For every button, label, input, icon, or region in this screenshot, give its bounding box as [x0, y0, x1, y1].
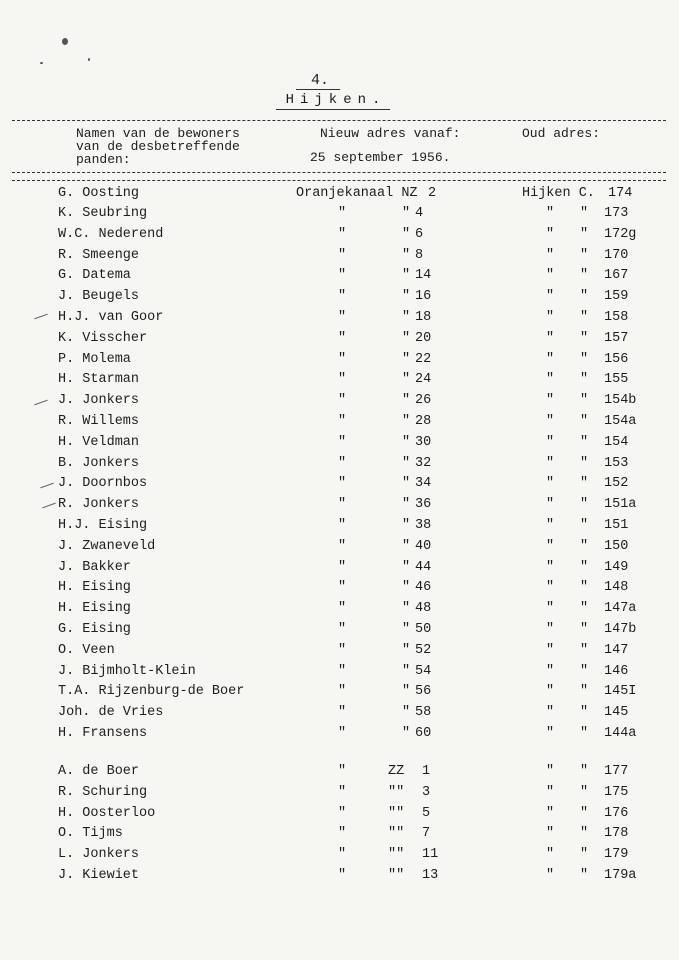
ditto-mark: "	[546, 289, 555, 305]
ditto-mark: "	[338, 826, 347, 842]
ditto-mark: "	[580, 538, 589, 554]
old-number: 145I	[604, 684, 637, 700]
ditto-mark: "	[546, 642, 555, 658]
new-number: 32	[415, 455, 432, 471]
old-number: 177	[604, 764, 629, 779]
new-number: 54	[415, 663, 432, 679]
ditto-mark: "	[402, 559, 411, 575]
ditto-mark: "	[580, 868, 589, 883]
new-number: 4	[415, 206, 424, 221]
resident-name: J. Doornbos	[58, 476, 148, 492]
old-number: 170	[604, 247, 629, 263]
ditto-mark: "	[402, 226, 411, 242]
new-number: 30	[415, 434, 432, 450]
header-divider	[12, 172, 666, 173]
page-title: Hijken.	[285, 92, 387, 108]
table-row	[0, 476, 679, 496]
ditto-mark: "	[338, 805, 347, 821]
table-row	[0, 518, 679, 538]
table-row	[0, 310, 679, 330]
ditto-mark: "	[338, 538, 347, 554]
ditto-mark: "	[338, 642, 347, 658]
old-number: 153	[604, 455, 629, 471]
table-row	[0, 186, 679, 206]
ditto-mark: "	[546, 310, 555, 325]
ditto-mark: "	[546, 247, 555, 263]
header-residents-line2: van de desbetreffende	[76, 139, 240, 154]
old-number: 150	[604, 538, 629, 554]
ditto-mark: "	[402, 538, 411, 554]
table-row	[0, 643, 679, 663]
ditto-mark: "	[402, 434, 411, 450]
ditto-mark: "	[546, 601, 555, 617]
ditto-mark: "	[546, 764, 555, 779]
new-number: 52	[415, 642, 432, 658]
resident-name: K. Visscher	[58, 330, 148, 346]
ditto-mark: "	[338, 455, 347, 471]
old-number: 154	[604, 434, 629, 450]
ink-speck	[62, 38, 68, 45]
table-row	[0, 785, 679, 805]
old-number: 179	[604, 847, 629, 863]
resident-name: J. Beugels	[58, 289, 140, 305]
ditto-mark: "	[338, 663, 347, 679]
ditto-mark: ""	[388, 847, 405, 863]
resident-name: H. Oosterloo	[58, 805, 156, 821]
resident-name: J. Bakker	[58, 559, 131, 575]
ditto-mark: "	[402, 601, 411, 617]
ditto-mark: "	[338, 289, 347, 305]
table-row	[0, 414, 679, 434]
ditto-mark: "	[338, 764, 347, 779]
ditto-mark: "	[546, 518, 555, 533]
ditto-mark: "	[338, 414, 347, 429]
ditto-mark: "	[402, 476, 411, 492]
old-number: 179a	[604, 868, 637, 883]
header-old-address: Oud adres:	[522, 126, 601, 141]
ditto-mark: "	[402, 372, 411, 388]
old-number: 157	[604, 330, 629, 346]
old-number: 155	[604, 372, 629, 388]
ditto-mark: "	[580, 476, 589, 492]
ditto-mark: "	[338, 622, 347, 637]
ditto-mark: "	[546, 434, 555, 450]
resident-name: G. Eising	[58, 622, 131, 637]
resident-name: P. Molema	[58, 351, 131, 367]
ditto-mark: "	[338, 372, 347, 388]
old-number: 149	[604, 559, 629, 575]
new-number: 18	[415, 310, 432, 325]
table-row	[0, 560, 679, 580]
old-number: 144a	[604, 726, 637, 741]
ditto-mark: "	[402, 206, 411, 221]
table-row	[0, 435, 679, 455]
ditto-mark: "	[580, 559, 589, 575]
new-number: 48	[415, 601, 432, 617]
ditto-mark: "	[546, 805, 555, 821]
new-number: 16	[415, 289, 432, 305]
old-number: 175	[604, 784, 629, 800]
new-number: 13	[422, 868, 439, 883]
old-number: 159	[604, 289, 629, 305]
side-label: ZZ	[388, 764, 405, 779]
old-number: 154a	[604, 414, 637, 429]
new-number: 26	[415, 393, 432, 409]
new-number: 56	[415, 684, 432, 700]
old-number: 151	[604, 518, 629, 533]
resident-name: R. Willems	[58, 414, 140, 429]
new-number: 14	[415, 268, 432, 284]
table-row	[0, 352, 679, 372]
old-number: 152	[604, 476, 629, 492]
old-number: 158	[604, 310, 629, 325]
old-number: 145	[604, 705, 629, 721]
ditto-mark: "	[546, 538, 555, 554]
old-number: 146	[604, 663, 629, 679]
ditto-mark: "	[546, 684, 555, 700]
ditto-mark: "	[580, 705, 589, 721]
ditto-mark: "	[546, 393, 555, 409]
top-divider	[12, 120, 666, 121]
ditto-mark: "	[402, 351, 411, 367]
new-number: 50	[415, 622, 432, 637]
ditto-mark: "	[338, 726, 347, 741]
new-number: 6	[415, 226, 424, 242]
table-row	[0, 268, 679, 288]
old-number: 148	[604, 580, 629, 596]
table-row	[0, 847, 679, 867]
old-number: 154b	[604, 393, 637, 409]
resident-name: T.A. Rijzenburg-de Boer	[58, 684, 245, 700]
ditto-mark: "	[546, 784, 555, 800]
resident-name: H. Veldman	[58, 434, 140, 450]
old-number: 172g	[604, 226, 637, 242]
ditto-mark: "	[546, 622, 555, 637]
ditto-mark: "	[402, 518, 411, 533]
new-number: 22	[415, 351, 432, 367]
table-row	[0, 456, 679, 476]
ditto-mark: "	[338, 868, 347, 883]
ditto-mark: "	[580, 434, 589, 450]
ditto-mark: "	[338, 559, 347, 575]
resident-name: G. Datema	[58, 268, 131, 284]
ditto-mark: "	[580, 826, 589, 842]
ditto-mark: "	[338, 226, 347, 242]
ditto-mark: "	[580, 805, 589, 821]
resident-name: H. Starman	[58, 372, 140, 388]
header-residents-line3: panden:	[76, 152, 131, 167]
new-number: 60	[415, 726, 432, 741]
table-row	[0, 289, 679, 309]
resident-name: R. Jonkers	[58, 497, 140, 513]
new-number: 7	[422, 826, 431, 842]
ditto-mark: "	[580, 764, 589, 779]
ditto-mark: "	[546, 226, 555, 242]
table-row	[0, 868, 679, 888]
ditto-mark: "	[402, 268, 411, 284]
table-row	[0, 684, 679, 704]
ditto-mark: "	[580, 372, 589, 388]
ditto-mark: "	[338, 351, 347, 367]
ditto-mark: "	[402, 622, 411, 637]
ditto-mark: "	[580, 684, 589, 700]
header-new-address-line1: Nieuw adres vanaf:	[320, 126, 461, 141]
header-new-address-line2: 25 september 1956.	[310, 150, 451, 165]
ditto-mark: ""	[388, 868, 405, 883]
ditto-mark: "	[546, 497, 555, 513]
old-number: 174	[608, 186, 633, 201]
new-number: 24	[415, 372, 432, 388]
ditto-mark: "	[580, 642, 589, 658]
table-row	[0, 764, 679, 784]
ditto-mark: "	[402, 642, 411, 658]
new-number: 2	[428, 186, 437, 201]
ditto-mark: "	[402, 247, 411, 263]
ditto-mark: "	[338, 580, 347, 596]
table-row	[0, 726, 679, 746]
ditto-mark: "	[338, 684, 347, 700]
page-number: 4.	[310, 72, 329, 89]
ditto-mark: "	[546, 580, 555, 596]
old-number: 151a	[604, 497, 637, 513]
ditto-mark: "	[546, 268, 555, 284]
header-residents-line1: Namen van de bewoners	[76, 126, 240, 141]
ditto-mark: ""	[388, 784, 405, 800]
new-number: 3	[422, 784, 431, 800]
ditto-mark: "	[580, 206, 589, 221]
resident-name: H. Eising	[58, 601, 131, 617]
ditto-mark: "	[580, 622, 589, 637]
resident-name: O. Veen	[58, 642, 115, 658]
ditto-mark: "	[546, 351, 555, 367]
ditto-mark: "	[402, 726, 411, 741]
ditto-mark: "	[402, 455, 411, 471]
ditto-mark: "	[580, 330, 589, 346]
table-row	[0, 372, 679, 392]
ditto-mark: "	[338, 393, 347, 409]
ditto-mark: "	[546, 847, 555, 863]
new-number: 36	[415, 497, 432, 513]
ditto-mark: "	[338, 247, 347, 263]
ditto-mark: "	[338, 847, 347, 863]
table-row	[0, 331, 679, 351]
table-row	[0, 497, 679, 517]
old-number: 173	[604, 206, 629, 221]
new-number: 58	[415, 705, 432, 721]
resident-name: H.J. van Goor	[58, 310, 164, 325]
title-underline	[276, 109, 390, 110]
ditto-mark: "	[546, 455, 555, 471]
ditto-mark: "	[338, 518, 347, 533]
ditto-mark: "	[338, 434, 347, 450]
ditto-mark: "	[402, 289, 411, 305]
ditto-mark: "	[402, 393, 411, 409]
ditto-mark: "	[402, 705, 411, 721]
table-row	[0, 826, 679, 846]
table-row	[0, 601, 679, 621]
ditto-mark: "	[546, 206, 555, 221]
ditto-mark: "	[338, 268, 347, 284]
new-number: 28	[415, 414, 432, 429]
resident-name: R. Schuring	[58, 784, 148, 800]
ditto-mark: "	[546, 476, 555, 492]
ditto-mark: "	[580, 663, 589, 679]
ditto-mark: "	[546, 414, 555, 429]
ditto-mark: "	[580, 226, 589, 242]
resident-name: L. Jonkers	[58, 847, 140, 863]
ditto-mark: "	[402, 330, 411, 346]
resident-name: J. Jonkers	[58, 393, 140, 409]
ditto-mark: "	[546, 868, 555, 883]
resident-name: W.C. Nederend	[58, 226, 164, 242]
resident-name: B. Jonkers	[58, 455, 140, 471]
ditto-mark: "	[580, 518, 589, 533]
ditto-mark: "	[338, 601, 347, 617]
ditto-mark: "	[402, 684, 411, 700]
resident-name: K. Seubring	[58, 206, 148, 221]
new-number: 8	[415, 247, 424, 263]
new-number: 44	[415, 559, 432, 575]
old-number: 178	[604, 826, 629, 842]
ditto-mark: "	[546, 330, 555, 346]
ditto-mark: "	[546, 663, 555, 679]
ditto-mark: "	[580, 580, 589, 596]
ditto-mark: "	[338, 310, 347, 325]
new-street: Oranjekanaal NZ	[296, 186, 418, 201]
ditto-mark: "	[546, 705, 555, 721]
resident-name: J. Zwaneveld	[58, 538, 156, 554]
header-divider-2	[12, 180, 666, 181]
new-number: 1	[422, 764, 431, 779]
old-number: 156	[604, 351, 629, 367]
ditto-mark: "	[546, 726, 555, 741]
new-number: 46	[415, 580, 432, 596]
ink-speck	[88, 58, 90, 61]
ditto-mark: "	[402, 497, 411, 513]
ditto-mark: "	[580, 289, 589, 305]
resident-name: H.J. Eising	[58, 518, 148, 533]
ditto-mark: "	[580, 601, 589, 617]
ditto-mark: "	[402, 414, 411, 429]
ditto-mark: "	[580, 351, 589, 367]
ditto-mark: "	[338, 330, 347, 346]
header-residents	[76, 127, 240, 166]
old-number: 147a	[604, 601, 637, 617]
resident-name: H. Fransens	[58, 726, 148, 741]
resident-name: A. de Boer	[58, 764, 140, 779]
table-row	[0, 580, 679, 600]
table-row	[0, 622, 679, 642]
new-number: 40	[415, 538, 432, 554]
ditto-mark: "	[338, 206, 347, 221]
ditto-mark: "	[338, 476, 347, 492]
table-row	[0, 806, 679, 826]
ditto-mark: "	[338, 784, 347, 800]
ditto-mark: "	[580, 497, 589, 513]
ditto-mark: "	[338, 497, 347, 513]
ditto-mark: "	[580, 784, 589, 800]
ditto-mark: "	[546, 559, 555, 575]
ditto-mark: "	[546, 826, 555, 842]
table-row	[0, 539, 679, 559]
ditto-mark: "	[580, 247, 589, 263]
ditto-mark: "	[580, 455, 589, 471]
table-row	[0, 705, 679, 725]
table-row	[0, 393, 679, 413]
old-number: 147	[604, 642, 629, 658]
page-number-underline	[296, 89, 340, 90]
ditto-mark: "	[580, 726, 589, 741]
new-number: 5	[422, 805, 431, 821]
ditto-mark: "	[402, 663, 411, 679]
new-number: 20	[415, 330, 432, 346]
ditto-mark: "	[580, 268, 589, 284]
table-row	[0, 248, 679, 268]
ditto-mark: "	[546, 372, 555, 388]
ditto-mark: "	[580, 310, 589, 325]
old-number: 176	[604, 805, 629, 821]
resident-name: H. Eising	[58, 580, 131, 596]
resident-name: Joh. de Vries	[58, 705, 164, 721]
new-number: 34	[415, 476, 432, 492]
ditto-mark: "	[580, 414, 589, 429]
old-number: 147b	[604, 622, 637, 637]
old-number: 167	[604, 268, 629, 284]
resident-name: O. Tijms	[58, 826, 123, 842]
header-new-address	[310, 126, 461, 165]
ink-speck	[40, 62, 43, 64]
new-number: 11	[422, 847, 439, 863]
resident-name: J. Bijmholt-Klein	[58, 663, 196, 679]
resident-name: J. Kiewiet	[58, 868, 140, 883]
ditto-mark: "	[402, 580, 411, 596]
ditto-mark: ""	[388, 805, 405, 821]
new-number: 38	[415, 518, 432, 533]
table-row	[0, 206, 679, 226]
table-row	[0, 227, 679, 247]
table-row	[0, 664, 679, 684]
ditto-mark: "	[402, 310, 411, 325]
old-street: Hijken C.	[522, 186, 595, 201]
resident-name: R. Smeenge	[58, 247, 140, 263]
ditto-mark: "	[580, 847, 589, 863]
ditto-mark: "	[580, 393, 589, 409]
ditto-mark: "	[338, 705, 347, 721]
resident-name: G. Oosting	[58, 186, 140, 201]
ditto-mark: ""	[388, 826, 405, 842]
